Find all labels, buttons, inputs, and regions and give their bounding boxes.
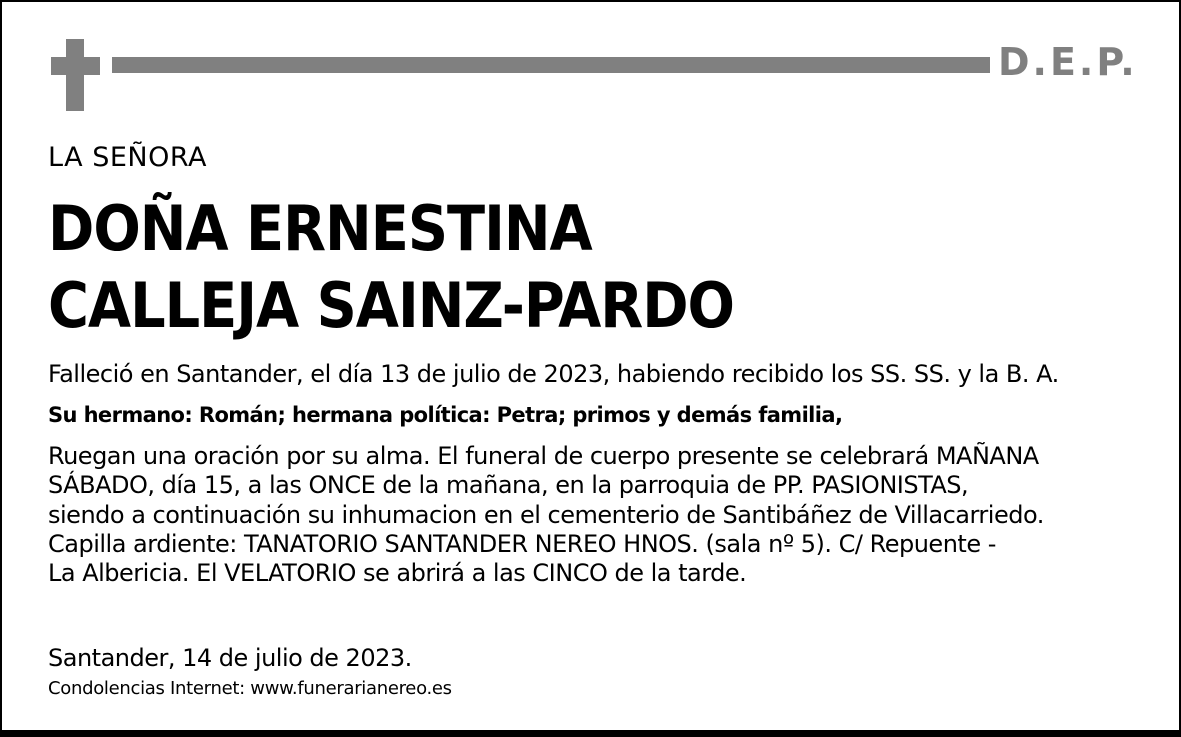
funeral-line: Ruegan una oración por su alma. El funeral de cuerpo presente se celebrará MAÑANA [48, 442, 1039, 470]
funeral-line: siendo a continuación su inhumacion en el cementerio de Santibáñez de Villacarriedo. [48, 500, 1044, 529]
funeral-details [48, 442, 1044, 588]
dep-abbreviation: D.E.P. [998, 40, 1138, 84]
honorific: LA SEÑORA [48, 142, 207, 173]
condolences-website: Condolencias Internet: www.funerarianereo.es [48, 678, 452, 699]
cross-icon [66, 39, 84, 111]
deceased-name-line2: CALLEJA SAINZ-PARDO [48, 269, 734, 342]
family-line: Su hermano: Román; hermana política: Petra; primos y demás familia, [48, 403, 843, 427]
cross-icon-arm [51, 57, 100, 75]
funeral-line: La Albericia. El VELATORIO se abrirá a las CINCO de la tarde. [48, 559, 747, 588]
funeral-line: SÁBADO, día 15, a las ONCE de la mañana, en la parroquia de PP. PASIONISTAS, [48, 471, 969, 500]
death-announcement: Falleció en Santander, el día 13 de julio de 2023, habiendo recibido los SS. SS. y la B. A. [48, 360, 1059, 388]
deceased-name-line1: DOÑA ERNESTINA [48, 192, 592, 265]
funeral-line: Capilla ardiente: TANATORIO SANTANDER NEREO HNOS. (sala nº 5). C/ Repuente - [48, 529, 996, 558]
header-rule [112, 57, 990, 73]
place-date: Santander, 14 de julio de 2023. [48, 644, 412, 672]
